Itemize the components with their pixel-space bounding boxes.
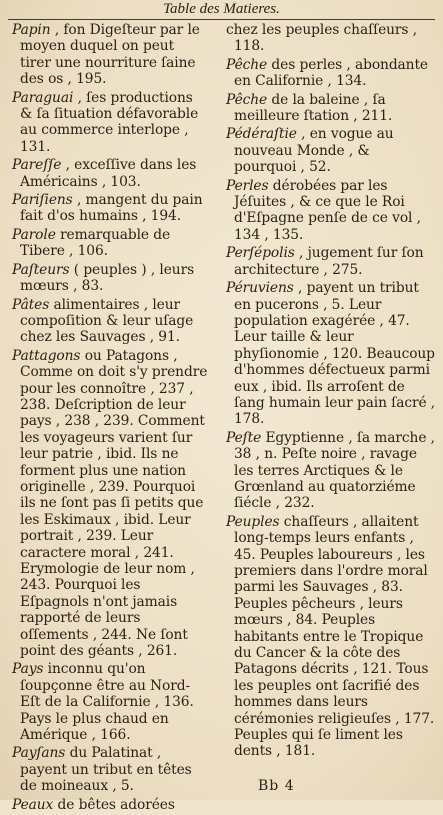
index-entry [12,227,208,260]
entry-head: Pariſiens [12,192,73,209]
entry-head: Perſépolis [226,245,295,262]
index-entry [226,514,436,760]
index-entry [226,430,436,512]
entry-text: , payent un tribut en pucerons , 5. Leur population exagérée , 47. Leur taille & leur phyſionomie , 120. Beaucoup d'hommes défectueux parmi eux , ibid. Ils arroſent de ſang humain leur pain ſacré , 178. [234,280,436,428]
entry-head: Pêche [226,91,268,108]
index-entry [226,57,436,90]
signature-mark: Bb 4 [258,778,295,794]
index-entry [12,348,208,660]
index-entry [12,262,208,295]
index-entry [12,90,208,156]
entry-head: Pêche [226,56,268,73]
entry-text: de la baleine , ſa meilleure ſtation , 211. [234,91,393,125]
entry-text: chez les peuples chaſſeurs , 118. [226,22,417,55]
entry-head: Pareſſe [12,157,62,174]
entry-head: Pâtes [12,296,50,313]
entry-head: Peſte [226,429,262,446]
entry-text: , jugement ſur ſon architecture , 275. [234,245,424,278]
entry-head: Papin [12,22,51,38]
entry-head: Pédéraſtie [226,126,297,143]
entry-text: , mangent du pain fait d'os humains , 194. [20,192,203,225]
index-entry [12,745,208,794]
right-column [226,22,436,762]
header-rule [8,19,435,20]
entry-head: Paraguai [12,89,74,106]
entry-head: Peaux [12,796,54,813]
index-entry [226,22,436,55]
entry-head: Perles [226,177,269,194]
entry-head: Peuples [226,513,280,530]
entry-text: chaſſeurs , allaitent long-temps leurs enfants , 45. Peuples laboureurs , les premiers dans l'ordre moral parmi les Sauvages , 83. Peuples pêcheurs , leurs mœurs , 84. Peuples habitants entre le Tropique du Cancer & la côte des Patagons décrits , 121. Tous les peuples ont ſacrifié des hommes dans leurs cérémonies religieuſes , 177. Peuples qui ſe liment les dents , 181. [234,513,435,760]
index-entry [226,245,436,278]
entry-text: des perles , abondante en Californie , 134. [234,56,428,90]
entry-text: ( peuples ) , leurs mœurs , 83. [20,261,195,295]
left-column [12,22,208,815]
entry-text: inconnu qu'on ſoupçonne être au Nord-Eſt de la Californie , 136. Pays le plus chaud en Amérique , 166. [20,661,194,744]
index-entry [12,192,208,225]
index-entry [12,22,208,88]
index-entry [226,92,436,125]
index-entry [226,280,436,428]
entry-text: de bêtes adorées [53,796,175,813]
entry-text: , en vogue au nouveau Monde , & pourquoi , 52. [234,126,394,176]
entry-head: Pattagons [12,347,81,364]
entry-text: du Palatinat , payent un tribut en têtes de moineaux , 5. [20,745,192,795]
entry-text: alimentaires , leur compoſition & leur uſage chez les Sauvages , 91. [20,296,194,346]
entry-head: Paſteurs [12,261,70,278]
entry-head: Pays [12,661,44,678]
entry-text: remarquable de Tibere , 106. [20,226,171,260]
index-entry [12,797,208,813]
index-entry [226,126,436,175]
entry-text: ou Patagons , Comme on doit s'y prendre pour les connoître , 237 , 238. Deſcription de leur pays , 238 , 239. Comment les voyageurs varient ſur leur patrie , ibid. Ils ne forment plus une nation originelle , 239. Pourquoi ils ne ſont pas ſi petits que les Eskimaux , ibid. Leur portrait , 239. Leur caractere moral , 241. Erymologie de leur nom , 243. Pourquoi les Eſpagnols n'ont jamais rapporté de leurs oſſements , 244. Ne ſont point des géants , 261. [20,347,208,660]
entry-head: Payſans [12,745,66,762]
page-header: Table des Matieres. [163,1,280,17]
entry-head: Péruviens [226,280,294,297]
index-entry [12,661,208,743]
index-entry [226,178,436,244]
entry-text: , ſes productions & ſa ſituation défavorable au commerce interlope , 131. [20,89,199,155]
index-entry [12,297,208,346]
entry-text: , fon Digeſteur par le moyen duquel on peut tirer une nourriture ſaine des os , 195. [20,22,200,88]
entry-head: Parole [12,226,56,243]
entry-text: , exceſſive dans les Américains , 103. [20,157,197,190]
entry-text: dérobées par les Jéſuites , & ce que le Roi d'Eſpagne penſe de ce vol , 134 , 135. [234,177,421,243]
entry-text: Egyptienne , ſa marche , 38 , n. Peſte noire , ravage les terres Arctiques & le Grœnland au quatorziéme ſiécle , 232. [234,429,435,512]
index-entry [12,157,208,190]
